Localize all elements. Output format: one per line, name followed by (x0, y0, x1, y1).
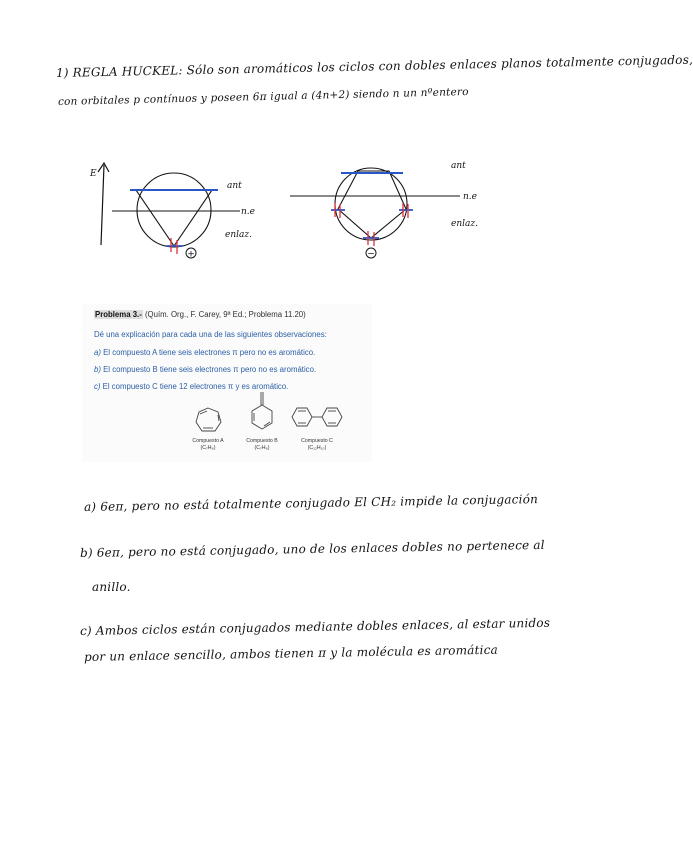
right-frost-circle (335, 168, 407, 240)
compound-c-formula: (C₁₂H₁₀) (307, 444, 327, 451)
problem-title-rest: (Quím. Org., F. Carey, 9ª Ed.; Problema 11.20) (142, 310, 306, 319)
problem-item-c-marker: c) (94, 382, 101, 391)
problem-item-a-text: El compuesto A tiene seis electrones π pero no es aromático. (100, 348, 316, 357)
compound-b-caption (236, 438, 288, 451)
right-charge: − (367, 249, 375, 260)
answer-c-line-1: c) Ambos ciclos están conjugados mediante dobles enlaces, al estar unidos (79, 615, 551, 638)
answer-a: a) 6eπ, pero no está totalmente conjugado El CH₂ impide la conjugación (83, 492, 539, 514)
energy-axis-label: E (90, 169, 97, 179)
problem-item-b-marker: b) (94, 365, 101, 374)
intro-line-2: con orbitales p contínuos y poseen 6π igual a (4n+2) siendo n un nºentero (57, 85, 469, 108)
compound-a-name: Compuesto A (192, 438, 224, 444)
right-label-enlaz: enlaz. (451, 219, 478, 229)
left-triangle (136, 190, 212, 246)
right-label-ne: n.e (463, 192, 477, 202)
answer-b-line-1: b) 6eπ, pero no está conjugado, uno de los enlaces dobles no pertenece al (79, 537, 545, 560)
compound-b-structure (252, 392, 272, 429)
problem-item-b-text: El compuesto B tiene seis electrones π pero no es aromático. (100, 365, 317, 374)
compound-c-structure (292, 408, 342, 426)
compound-c-caption (291, 438, 343, 451)
problem-box (82, 304, 372, 462)
compound-c-name: Compuesto C (301, 438, 333, 444)
huckel-diagrams (0, 0, 600, 300)
left-frost-circle (137, 173, 211, 247)
compound-b-name: Compuesto B (246, 438, 278, 444)
problem-title-highlight: Problema 3.- (95, 310, 142, 319)
compound-a-formula: (C₇H₈) (200, 444, 216, 451)
left-label-ne: n.e (241, 207, 255, 217)
problem-instruction: Dé una explicación para cada una de las siguientes observaciones: (94, 330, 327, 339)
compound-a-caption (182, 438, 234, 451)
left-label-enlaz: enlaz. (225, 230, 252, 240)
intro-line-1: 1) REGLA HUCKEL: Sólo son aromáticos los ciclos con dobles enlaces planos totalmente conjugados, (55, 52, 693, 80)
problem-item-a-marker: a) (94, 348, 101, 357)
right-diagram (290, 161, 478, 260)
answer-b-line-2: anillo. (92, 580, 131, 594)
problem-item-c-text: El compuesto C tiene 12 electrones π y es aromático. (100, 382, 289, 391)
right-label-ant: ant (451, 161, 466, 171)
left-bonding-electrons (166, 238, 183, 254)
left-label-ant: ant (227, 181, 242, 191)
left-charge: + (187, 249, 195, 260)
compound-b-formula: (C₇H₈) (254, 444, 270, 451)
right-pentagon (338, 171, 406, 238)
answer-c-line-2: por un enlace sencillo, ambos tienen π y la molécula es aromática (83, 642, 499, 664)
left-diagram (112, 173, 255, 260)
compound-a-structure (196, 408, 221, 431)
energy-axis (89, 163, 109, 245)
